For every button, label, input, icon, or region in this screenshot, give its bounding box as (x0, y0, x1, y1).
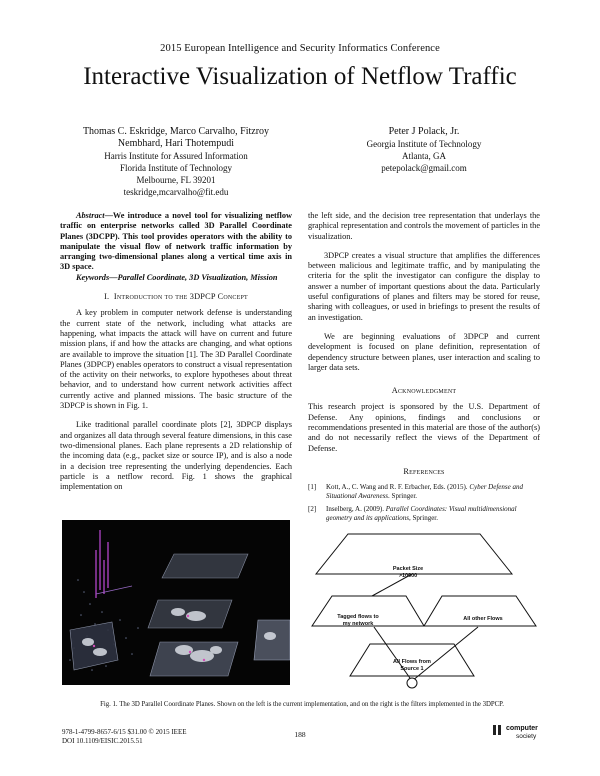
reference-number: [1] (308, 483, 317, 492)
section-heading (308, 467, 540, 477)
affiliation-line: Florida Institute of Technology (120, 163, 232, 173)
affiliation-line: Harris Institute for Assured Information (104, 151, 248, 161)
section-heading (60, 292, 292, 302)
paragraph: 3DPCP creates a visual structure that amplifies the differences between malicious and legitimate traffic, and by manipulating the criteria for the split the investigator can configure the display to answer a number of important questions about the data. Particularly useful configurations of planes and filters may be stored for reuse, sharing with colleagues, or used in briefings to present the results of an investigation. (308, 250, 540, 322)
abstract-text: —We introduce a novel tool for visualizing netflow traffic on enterprise networks called 3D Parallel Coordinate Planes (3DCPP). This tool provides operators with the ability to manipulate the visual flow of network traffic information by arranging two-dimensional planes along a vertical time axis in 3D space. (60, 211, 292, 272)
keywords-label: Keywords (76, 272, 110, 282)
paragraph: We are beginning evaluations of 3DPCP and current development is focused on plane definition, representation of dependency structure between planes, user interaction and scaling to larger data sets. (308, 331, 540, 372)
logo-text-society: society (516, 733, 537, 740)
footer-doi: DOI 10.1109/EISIC.2015.51 (62, 737, 143, 745)
author-email: teskridge,mcarvalho@fit.edu (123, 187, 229, 197)
logo-text-computer: computer (506, 725, 538, 732)
paragraph: Like traditional parallel coordinate plots [2], 3DPCP displays and organizes all data through several feature dimensions, in this case two-dimensional planes. Each plane represents a 2D relationship of the incoming data (e.g., packet size or source IP), and is also a node in a decision tree representing the underlying dependencies. Each particle is a netflow record. Fig. 1 shows the graphical implementation on (60, 420, 292, 492)
left-column (60, 211, 292, 492)
acknowledgment-text: This research project is sponsored by the U.S. Department of Defense. Any opinions, findings and conclusions or recommendations presented in this material are those of the author(s) and do not necessarily reflect the views of the Department of Defense. (308, 402, 540, 453)
affiliation-line: Melbourne, FL 39201 (136, 175, 216, 185)
paragraph: A key problem in computer network defense is understanding the current state of the network, including what attacks are happening, what impacts the attack will have on current and future mission plans, if and how the attacks are changing, and what options are available to improve the situation [1]. The 3D Parallel Coordinate Planes (3DPCP) enables operators to construct a visual representation of the activity on their networks, to explore hypotheses about threat behavior, and to understand how current network activities affect currently active and planned missions. The basic structure of the 3DPCP is shown in Fig. 1. (60, 308, 292, 411)
affiliation-line: Georgia Institute of Technology (366, 139, 482, 149)
paper-title: Interactive Visualization of Netflow Traffic (83, 63, 517, 90)
author-block-left (60, 126, 292, 198)
author-name: Peter J Polack, Jr. (388, 126, 460, 137)
conference-name: 2015 European Intelligence and Security Informatics Conference (160, 43, 440, 54)
figure-3dpcp-screenshot (62, 520, 290, 685)
figure-caption: Fig. 1. The 3D Parallel Coordinate Planes. Shown on the left is the current implementation, and on the right is the filters implemented in the 3DPCP. (100, 701, 504, 708)
screenshot-graphic (62, 520, 290, 685)
abstract-label: Abstract (76, 211, 105, 220)
reference-item (308, 483, 540, 501)
paragraph: the left side, and the decision tree representation that underlays the graphical representation and controls the movement of particles in the visualization. (308, 211, 541, 241)
keywords (60, 273, 292, 283)
label-source: All Flows from Source 1 (393, 659, 431, 672)
author-email: petepolack@gmail.com (381, 163, 467, 173)
section-title: Introduction to the 3DPCP Concept (113, 292, 248, 302)
computer-society-icon (492, 724, 504, 736)
section-title: Acknowledgment (391, 386, 457, 396)
computer-society-logo (492, 720, 552, 746)
author-names-line1: Thomas C. Eskridge, Marco Carvalho, Fitzroy (82, 126, 270, 137)
author-block-right (308, 126, 540, 174)
section-title: References (403, 466, 445, 476)
reference-text: Inselberg, A. (2009). Parallel Coordinates: Visual multidimensional geometry and its applications, Springer. (326, 505, 517, 523)
section-heading (308, 386, 540, 396)
footer-isbn: 978-1-4799-8657-6/15 $31.00 © 2015 IEEE (62, 728, 187, 736)
affiliation-line: Atlanta, GA (402, 151, 446, 161)
label-other-flows: All other Flows (463, 616, 503, 622)
reference-text: Kott, A., C. Wang and R. F. Erbacher, Eds. (2015). Cyber Defense and Situational Awareness. Springer. (326, 483, 523, 501)
tree-labels (308, 516, 538, 691)
keywords-text: —Parallel Coordinate, 3D Visualization, Mission (109, 272, 278, 282)
reference-number: [2] (308, 505, 317, 514)
abstract (60, 211, 292, 273)
right-column (308, 211, 540, 527)
section-number: I. (104, 292, 110, 302)
author-names-line2: Nembhard, Hari Thotempudi (117, 138, 235, 149)
page-number: 188 (294, 730, 306, 739)
figure-decision-tree (308, 516, 538, 691)
label-packet-size: Packet Size >10000 (392, 566, 424, 579)
label-tagged-flows: Tagged flows to my network (337, 614, 379, 627)
